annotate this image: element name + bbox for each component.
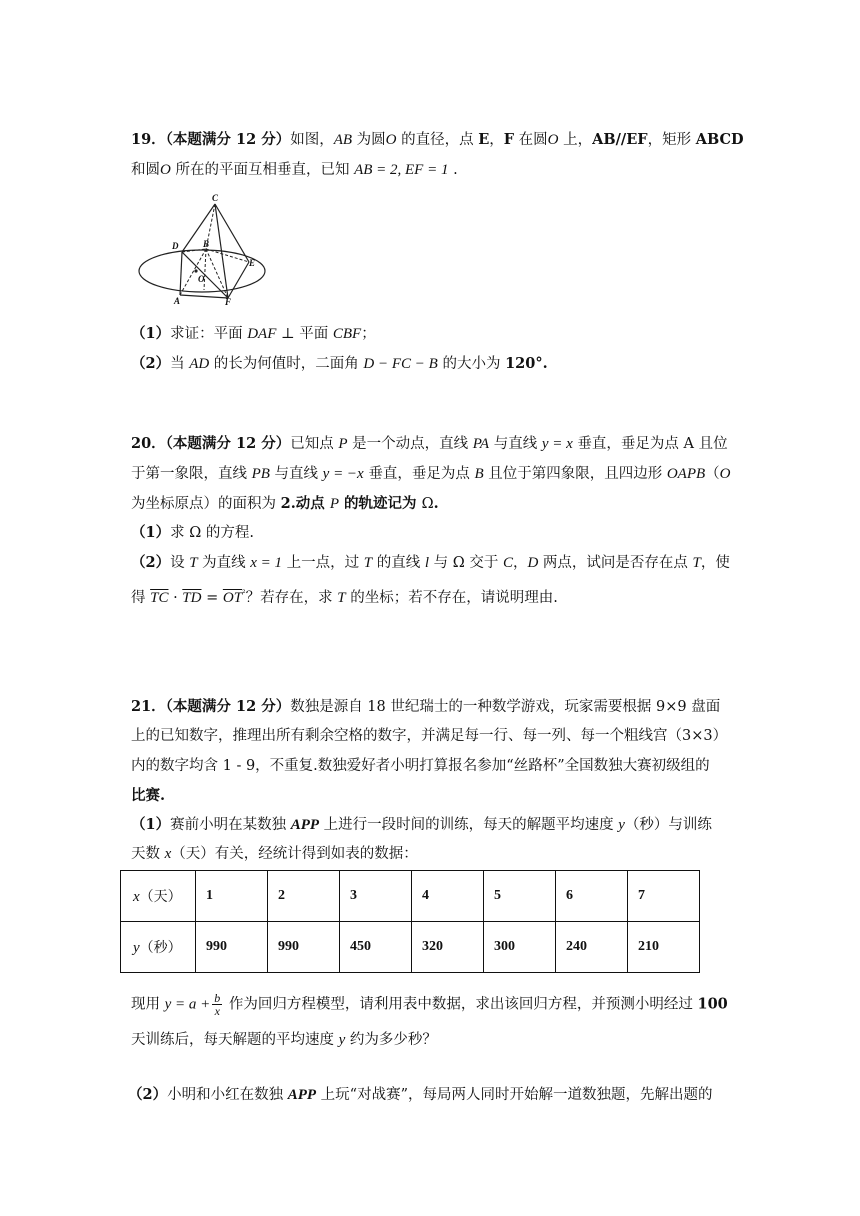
- q20-part2-line2: 得 $\overline{TC} \cdot \overline{TD} = \overline{OT}^{^2}$？若存在，求 T 的坐标；若不存在，请说明理由.: [131, 589, 558, 606]
- table-cell: 1: [196, 871, 268, 922]
- label-b: B: [203, 239, 210, 249]
- q21-line2: 上的已知数字，推理出所有剩余空格的数字，并满足每一行、每一列、每一个粗线宫（3×3）: [131, 728, 728, 744]
- table-row-x: [121, 871, 700, 922]
- q19-part2: （2）当 AD 的长为何值时，二面角 D − FC − B 的大小为 120°.: [131, 355, 548, 372]
- table-header-x: x（天）: [121, 871, 196, 922]
- q20-line2: 于第一象限，直线 PB 与直线 y = −x 垂直，垂足为点 B 且位于第四象限，且四边形 OAPB（O: [131, 466, 731, 482]
- table-cell: 3: [340, 871, 412, 922]
- label-a: A: [174, 296, 181, 306]
- table-cell: 990: [268, 922, 340, 973]
- q20-line3: 为坐标原点）的面积为 2.动点 P 的轨迹记为 Ω.: [131, 495, 439, 512]
- q21-line1: 21．（本题满分 12 分）数独是源自 18 世纪瑞士的一种数学游戏，玩家需要根据 9×9 盘面: [131, 698, 721, 715]
- table-cell: 990: [196, 922, 268, 973]
- q20-part1: （1）求 Ω 的方程.: [131, 524, 254, 541]
- q21-part1-line2: 天数 x（天）有关，经统计得到如表的数据：: [131, 846, 418, 862]
- geometry-figure: [136, 192, 268, 308]
- table-cell: 240: [556, 922, 628, 973]
- q19-line1: 19．（本题满分 12 分）如图，AB 为圆O 的直径，点 E，F 在圆O 上，AB//EF，矩形 ABCD: [131, 131, 744, 148]
- table-cell: 6: [556, 871, 628, 922]
- table-cell: 450: [340, 922, 412, 973]
- q19-part1: （1）求证：平面 DAF ⊥ 平面 CBF；: [131, 325, 376, 342]
- table-cell: 300: [484, 922, 556, 973]
- table-row-y: [121, 922, 700, 973]
- q21-line4: 比赛.: [131, 787, 166, 804]
- table-cell: 210: [628, 922, 700, 973]
- q21-model-line2: 天训练后，每天解题的平均速度 y 约为多少秒？: [131, 1032, 437, 1048]
- q21-part2-line1: （2）小明和小红在数独 APP 上玩“对战赛”，每局两人同时开始解一道数独题，先解出题的: [128, 1086, 713, 1103]
- label-c: C: [212, 193, 219, 203]
- label-o: O: [198, 274, 205, 284]
- fraction-b-over-x: $\frac{b}{x}$: [214, 991, 221, 1018]
- label-e: E: [249, 258, 256, 268]
- table-cell: 7: [628, 871, 700, 922]
- q21-part1-line1: （1）赛前小明在某数独 APP 上进行一段时间的训练，每天的解题平均速度 y（秒）与训练: [131, 816, 712, 833]
- table-cell: 2: [268, 871, 340, 922]
- q21-line3: 内的数字均含 1 - 9，不重复.数独爱好者小明打算报名参加“丝路杯”全国数独大赛初级组的: [131, 758, 710, 774]
- data-table: [120, 870, 700, 973]
- label-f: F: [225, 297, 232, 307]
- table-cell: 320: [412, 922, 484, 973]
- label-d: D: [172, 241, 179, 251]
- q19-line2: 和圆O 所在的平面互相垂直，已知 AB = 2, EF = 1 .: [131, 162, 458, 178]
- table-cell: 4: [412, 871, 484, 922]
- q21-model-line: 现用 y = a + $\frac{b}{x}$ 作为回归方程模型，请利用表中数据，求出该回归方程，并预测小明经过 100: [131, 991, 728, 1018]
- table-header-y: y（秒）: [121, 922, 196, 973]
- table-cell: 5: [484, 871, 556, 922]
- q20-part2: （2）设 T 为直线 x = 1 上一点，过 T 的直线 l 与 Ω 交于 C，D 两点，试问是否存在点 T，使: [131, 554, 730, 571]
- q20-line1: 20．（本题满分 12 分）已知点 P 是一个动点，直线 PA 与直线 y = x 垂直，垂足为点 A 且位: [131, 435, 728, 452]
